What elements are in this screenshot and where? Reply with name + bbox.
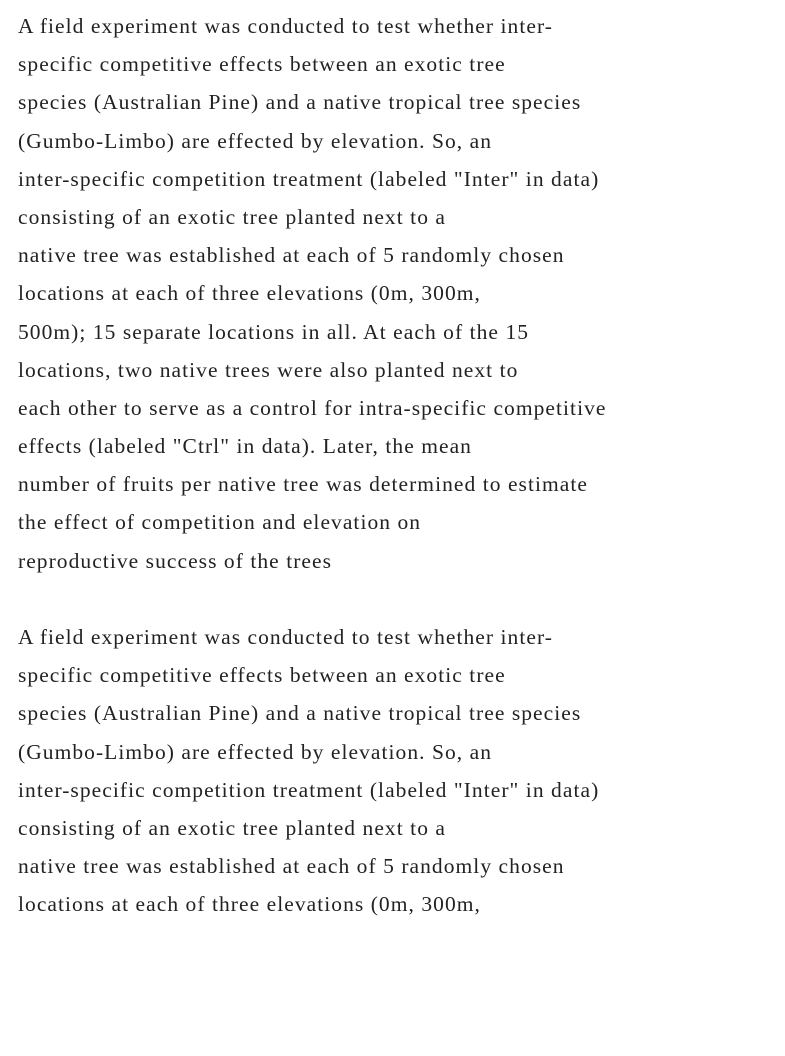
text-line: specific competitive effects between an exotic tree [18,52,506,77]
paragraph-1 [18,7,778,580]
text-line: inter-specific competition treatment (labeled "Inter" in data) [18,166,600,191]
text-line: A field experiment was conducted to test whether inter- [18,625,553,649]
text-line: native tree was established at each of 5 randomly chosen [18,854,565,879]
text-line: native tree was established at each of 5 randomly chosen [18,243,565,268]
text-line: number of fruits per native tree was determined to estimate [18,472,589,497]
text-line: specific competitive effects between an exotic tree [18,663,506,688]
text-line: inter-specific competition treatment (labeled "Inter" in data) [18,777,600,802]
document-body [18,7,778,924]
text-line: consisting of an exotic tree planted next to a [18,204,447,229]
text-line: (Gumbo-Limbo) are effected by elevation. So, an [18,739,493,764]
text-line: species (Australian Pine) and a native tropical tree species [18,90,582,115]
text-line: species (Australian Pine) and a native tropical tree species [18,701,582,726]
text-line: (Gumbo-Limbo) are effected by elevation. So, an [18,128,493,153]
text-line: effects (labeled "Ctrl" in data). Later, the mean [18,434,472,459]
text-line: consisting of an exotic tree planted next to a [18,815,447,840]
text-line: locations, two native trees were also planted next to [18,357,519,382]
text-line: 500m); 15 separate locations in all. At each of the 15 [18,319,530,344]
text-line: A field experiment was conducted to test whether inter- [18,14,553,38]
text-line: the effect of competition and elevation on [18,510,422,535]
paragraph-spacer [18,580,778,618]
text-line: each other to serve as a control for intra-specific competitive [18,395,607,420]
paragraph-2 [18,618,778,924]
text-line: reproductive success of the trees [18,548,333,573]
text-line: locations at each of three elevations (0m, 300m, [18,892,481,917]
text-line: locations at each of three elevations (0m, 300m, [18,281,481,306]
